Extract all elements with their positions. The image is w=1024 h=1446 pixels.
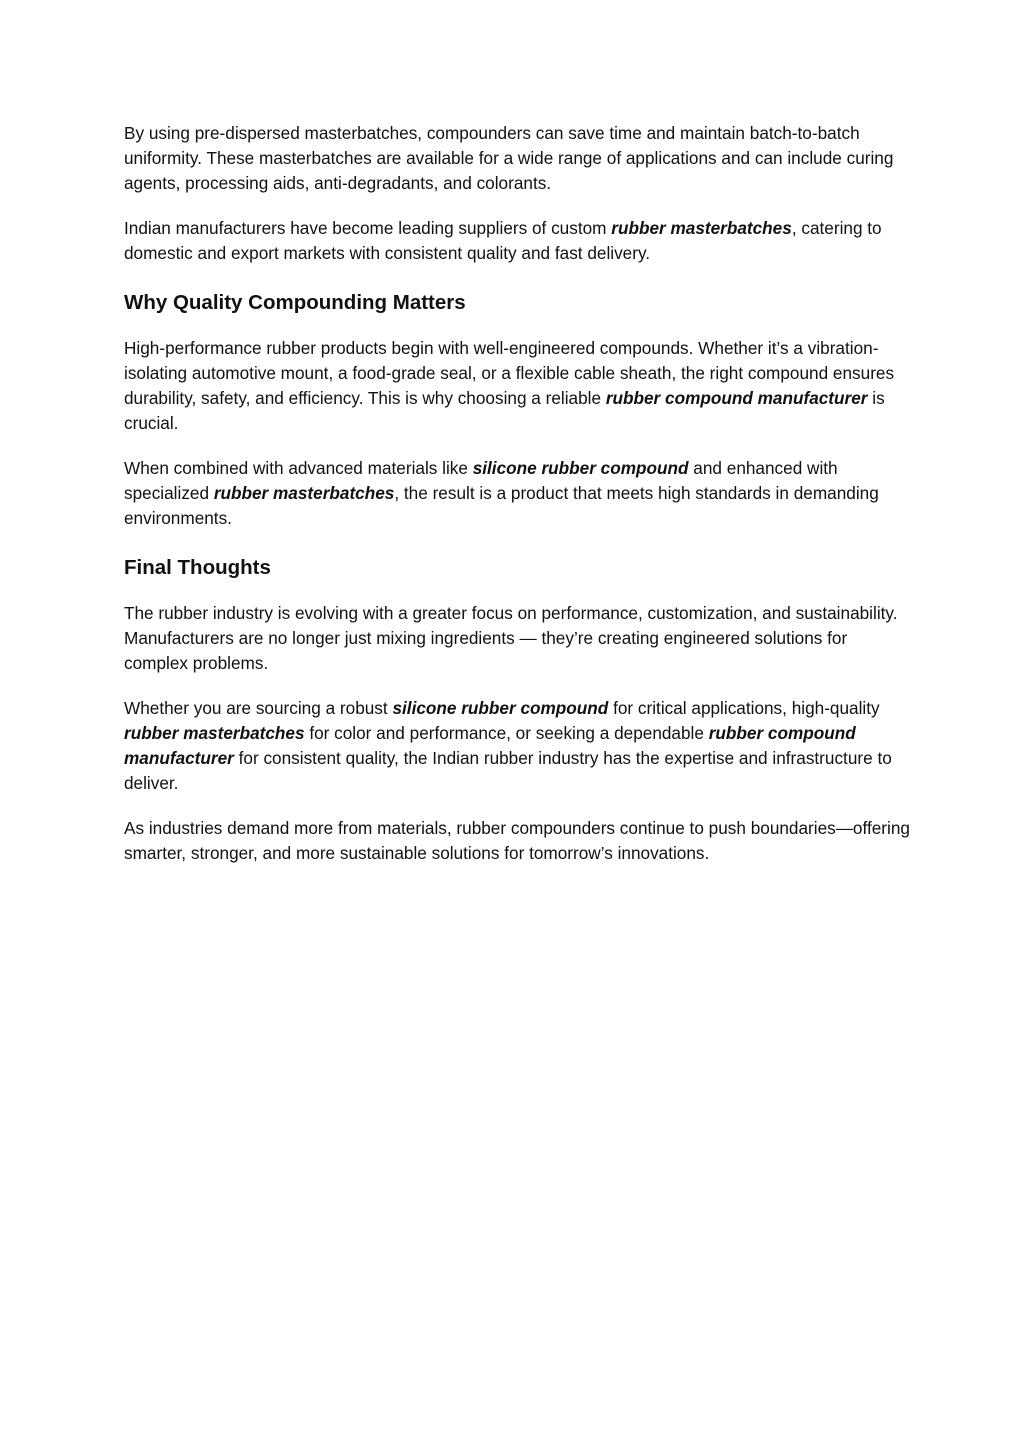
paragraph-text: High-performance rubber products begin with well-engineered compounds. Whether it’s a vibration-isolating automotive mount, a food-grade seal, or a flexible cable sheath, the right compound ensures durability, safety, and efficiency. This is why choosing a reliable bbox=[124, 338, 895, 408]
paragraph-text: When combined with advanced materials like bbox=[124, 458, 473, 478]
paragraph-indian-suppliers bbox=[124, 216, 914, 266]
paragraph-closing: As industries demand more from materials, rubber compounders continue to push boundaries—offering smarter, stronger, and more sustainable solutions for tomorrow’s innovations. bbox=[124, 818, 910, 863]
paragraph-text: and enhanced with specialized bbox=[124, 458, 838, 503]
keyword-rubber-compound-manufacturer: rubber compound manufacturer bbox=[124, 723, 856, 768]
document-body bbox=[124, 121, 914, 886]
paragraph-advanced-materials bbox=[124, 456, 914, 531]
keyword-silicone-rubber-compound: silicone rubber compound bbox=[472, 458, 689, 478]
paragraph-text: is crucial. bbox=[124, 388, 885, 433]
paragraph-text: for critical applications, high-quality bbox=[608, 698, 880, 718]
paragraph-sourcing bbox=[124, 696, 914, 796]
paragraph-masterbatch-benefits: By using pre-dispersed masterbatches, compounders can save time and maintain batch-to-batch uniformity. These masterbatches are available for a wide range of applications and can include curing agents, processing aids, anti-degradants, and colorants. bbox=[124, 123, 894, 193]
keyword-silicone-rubber-compound: silicone rubber compound bbox=[392, 698, 609, 718]
section-heading-final-thoughts: Final Thoughts bbox=[124, 556, 271, 579]
keyword-rubber-masterbatches: rubber masterbatches bbox=[124, 723, 305, 743]
paragraph-text: for consistent quality, the Indian rubber industry has the expertise and infrastructure to deliver. bbox=[124, 748, 892, 793]
paragraph-text: for color and performance, or seeking a dependable bbox=[304, 723, 709, 743]
paragraph-text: Indian manufacturers have become leading suppliers of custom bbox=[124, 218, 612, 238]
keyword-rubber-masterbatches: rubber masterbatches bbox=[611, 218, 792, 238]
paragraph-industry-evolving: The rubber industry is evolving with a greater focus on performance, customization, and sustainability. Manufacturers are no longer just mixing ingredients — they’re creating engineered solutions for complex problems. bbox=[124, 603, 898, 673]
section-heading-quality-compounding: Why Quality Compounding Matters bbox=[124, 291, 466, 314]
paragraph-high-performance bbox=[124, 336, 914, 436]
paragraph-text: , the result is a product that meets high standards in demanding environments. bbox=[124, 483, 879, 528]
paragraph-text: , catering to domestic and export markets with consistent quality and fast delivery. bbox=[124, 218, 882, 263]
keyword-rubber-masterbatches: rubber masterbatches bbox=[213, 483, 395, 503]
paragraph-text: Whether you are sourcing a robust bbox=[124, 698, 393, 718]
keyword-rubber-compound-manufacturer: rubber compound manufacturer bbox=[605, 388, 868, 408]
